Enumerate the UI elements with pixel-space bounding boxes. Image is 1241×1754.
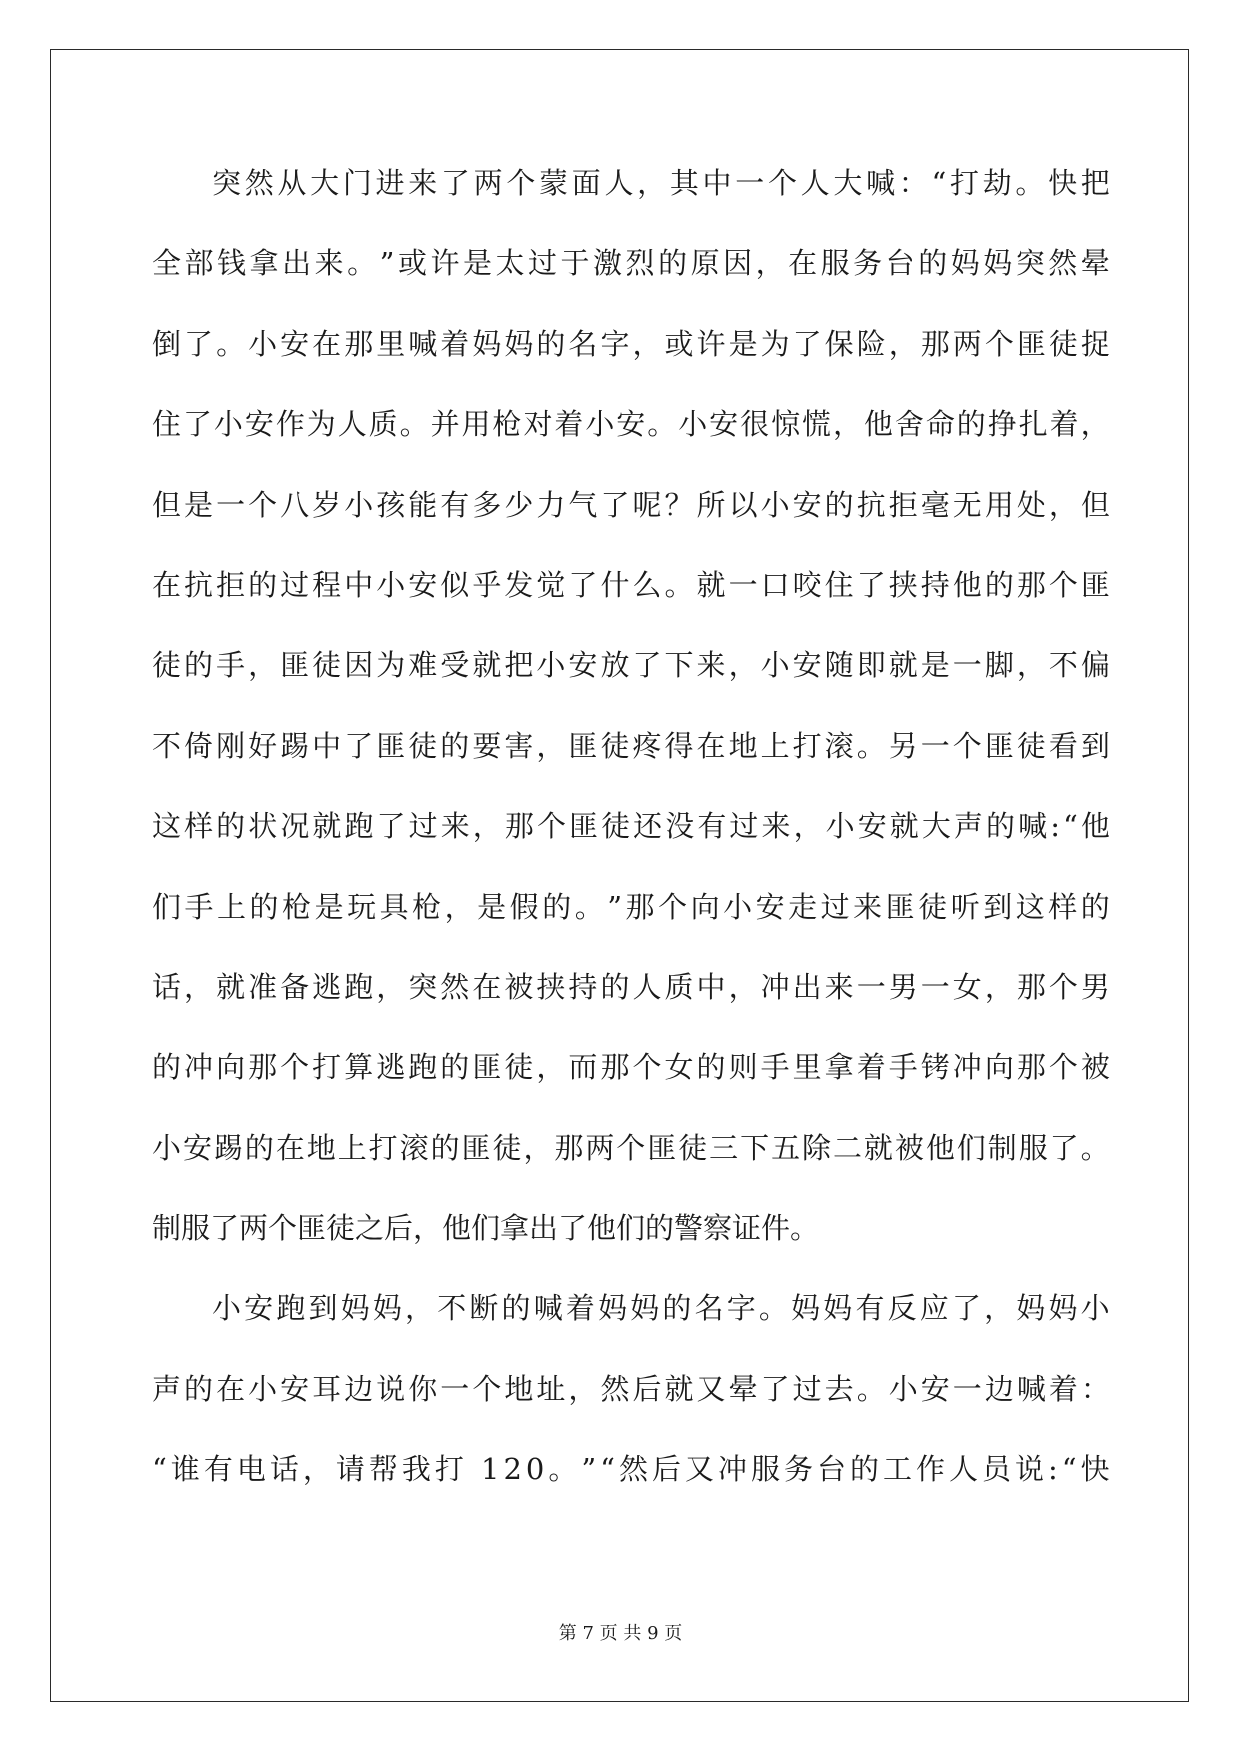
text-line: 在 抗 拒 的 过 程 中 小 安 似 乎 发 觉 了 什 么 。 就 一 口 咬 住 了 挟 持 他 的 那 个 匪 bbox=[152, 567, 1110, 602]
text-line: “ 谁 有 电 话 ， 请 帮 我 打 1 2 0 。 ” “ 然 后 又 冲 服 务 台 的 工 作 人 员 说 : “ 快 bbox=[152, 1452, 1110, 1487]
page-number-footer: 第 7 页 共 9 页 bbox=[558, 1623, 683, 1644]
text-line: 不 倚 刚 好 踢 中 了 匪 徒 的 要 害 ， 匪 徒 疼 得 在 地 上 打 滚 。 另 一 个 匪 徒 看 到 bbox=[152, 728, 1110, 763]
text-line: 声 的 在 小 安 耳 边 说 你 一 个 地 址 ， 然 后 就 又 晕 了 过 去 。 小 安 一 边 喊 着 ： bbox=[152, 1371, 1110, 1406]
text-line: 徒 的 手 ， 匪 徒 因 为 难 受 就 把 小 安 放 了 下 来 ， 小 安 随 即 就 是 一 脚 ， 不 偏 bbox=[152, 648, 1110, 683]
text-line: 这 样 的 状 况 就 跑 了 过 来 ， 那 个 匪 徒 还 没 有 过 来 ， 小 安 就 大 声 的 喊 : “ 他 bbox=[152, 809, 1110, 844]
text-line: 但 是 一 个 八 岁 小 孩 能 有 多 少 力 气 了 呢 ？ 所 以 小 安 的 抗 拒 毫 无 用 处 ， 但 bbox=[152, 487, 1110, 522]
text-line: 小 安 跑 到 妈 妈 ， 不 断 的 喊 着 妈 妈 的 名 字 。 妈 妈 有 反 应 了 ， 妈 妈 小 bbox=[212, 1291, 1110, 1326]
text-line: 制服了两个匪徒之后，他们拿出了他们的警察证件。 bbox=[152, 1211, 820, 1246]
text-line: 全 部 钱 拿 出 来 。 ” 或 许 是 太 过 于 激 烈 的 原 因 ， 在 服 务 台 的 妈 妈 突 然 晕 bbox=[152, 246, 1110, 281]
text-line: 小 安 踢 的 在 地 上 打 滚 的 匪 徒 ， 那 两 个 匪 徒 三 下 五 除 二 就 被 他 们 制 服 了 。 bbox=[152, 1130, 1110, 1165]
body-text bbox=[152, 160, 1110, 1527]
text-line: 的 冲 向 那 个 打 算 逃 跑 的 匪 徒 ， 而 那 个 女 的 则 手 里 拿 着 手 铐 冲 向 那 个 被 bbox=[152, 1050, 1110, 1085]
text-line: 倒 了 。 小 安 在 那 里 喊 着 妈 妈 的 名 字 ， 或 许 是 为 了 保 险 ， 那 两 个 匪 徒 捉 bbox=[152, 326, 1110, 361]
text-line: 们 手 上 的 枪 是 玩 具 枪 ， 是 假 的 。 ” 那 个 向 小 安 走 过 来 匪 徒 听 到 这 样 的 bbox=[152, 889, 1110, 924]
text-line: 突 然 从 大 门 进 来 了 两 个 蒙 面 人 ， 其 中 一 个 人 大 喊 ： “ 打 劫 。 快 把 bbox=[212, 166, 1110, 200]
text-line: 住 了 小 安 作 为 人 质 。 并 用 枪 对 着 小 安 。 小 安 很 惊 慌 ， 他 舍 命 的 挣 扎 着 ， bbox=[152, 407, 1110, 442]
text-line: 话 ， 就 准 备 逃 跑 ， 突 然 在 被 挟 持 的 人 质 中 ， 冲 出 来 一 男 一 女 ， 那 个 男 bbox=[152, 969, 1110, 1004]
